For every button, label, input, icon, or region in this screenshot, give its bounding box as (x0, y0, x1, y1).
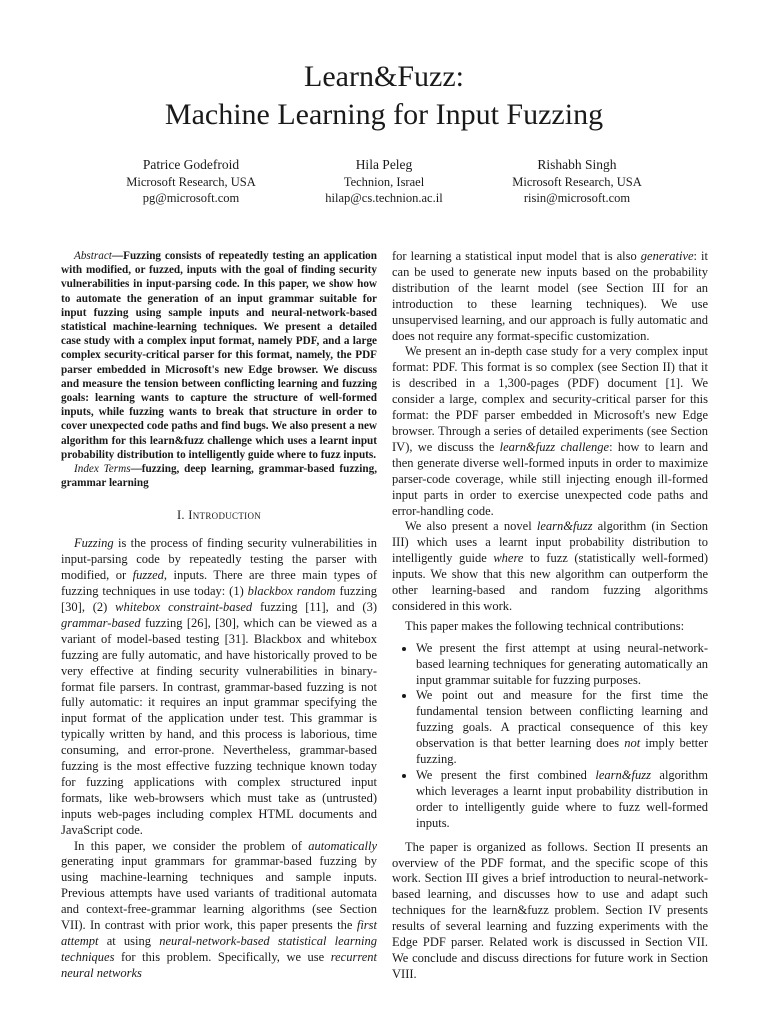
paragraph (61, 536, 377, 838)
paragraph (392, 519, 708, 614)
section-number: I. (176, 508, 185, 523)
abstract-text: —Fuzzing consists of repeatedly testing an application with modified, or fuzzed, inputs with the goal of finding security vulnerabilities in input-parsing code. In this paper, we show how to automate the generation of an input grammar suitable for input fuzzing using sample inputs and neural-network-based statistical machine-learning techniques. We present a detailed case study with a complex input format, namely PDF, and a large complex security-critical parser for this format, namely, the PDF parser embedded in Microsoft's new Edge browser. We discuss and measure the tension between conflicting learning and fuzzing goals: learning wants to capture the structure of well-formed inputs, while fuzzing wants to break that structure in order to cover unexpected code paths and find bugs. We also present a new algorithm for this learn&fuzz challenge which uses a learnt input probability distribution to intelligently guide where to fuzz inputs. (61, 250, 377, 461)
list-item (416, 641, 708, 689)
index-terms-text: —fuzzing, deep learning, grammar-based fuzzing, grammar learning (61, 463, 377, 490)
title-line-2: Machine Learning for Input Fuzzing (164, 98, 604, 131)
title-line-1: Learn&Fuzz: (304, 60, 464, 93)
emphasis: neural-network-based statistical learning techniques (61, 934, 377, 964)
text-run: , inputs. There are three main types of fuzzing techniques in use today: (1) (61, 568, 378, 599)
emphasis: fuzzed (132, 568, 164, 583)
emphasis: grammar-based (61, 615, 141, 630)
emphasis: first attempt (61, 918, 377, 949)
section-heading (61, 508, 377, 524)
author-3 (457, 156, 697, 206)
list-item (416, 768, 708, 832)
emphasis: blackbox random (247, 584, 336, 599)
paragraph (392, 344, 708, 519)
text-run: algorithm (in Section III) which uses a learnt input probability distribution to intelligently guide (392, 519, 708, 566)
author-email: pg@microsoft.com (142, 191, 240, 205)
emphasis: where (493, 551, 524, 566)
emphasis: generative (640, 249, 694, 263)
abstract (61, 249, 377, 462)
emphasis: recurrent neural networks (61, 949, 377, 980)
text-run: algorithm which leverages a learnt input probability distribution in order to intelligently guide where to fuzz well-formed inputs. (416, 768, 709, 830)
author-affiliation: Technion, Israel (343, 175, 425, 189)
text-run: : it can be used to generate new inputs based on the probability distribution of the learnt model (see Section III for an introduction to these learning techniques). We use unsupervised learning, and our approach is fully automatic and does not require any format-specific customization. (392, 249, 709, 343)
author-name: Patrice Godefroid (142, 157, 240, 172)
text-run: In this paper, we consider the problem of (74, 838, 309, 853)
right-column (392, 249, 708, 983)
text-run: We present the first attempt at using neural-network-based learning techniques for generating automatically an input grammar suitable for fuzzing purposes. (416, 640, 708, 687)
paper-title (0, 58, 768, 134)
text-run: We point out and measure for the first time the fundamental tension between conflicting learning and fuzzing goals. A practical consequence of this key observation is that better learning does (416, 688, 708, 751)
emphasis: Fuzzing (74, 536, 114, 551)
index-terms (61, 462, 377, 490)
emphasis: learn&fuzz (536, 519, 593, 534)
text-run: for this problem. Specifically, we use (114, 949, 331, 964)
text-run: We present the first combined (416, 768, 596, 782)
text-run: fuzzing [26], [30], which can be viewed as a variant of model-based testing [31]. Blackbox and whitebox fuzzing are fully automatic, and have historically proved to be very effective at finding security vulnerabilities in binary-format file parsers. In contrast, grammar-based fuzzing is not fully automatic: it requires an input grammar specifying the input format of the application under test. This grammar is typically written by hand, and this process is laborious, time consuming, and error-prone. Nevertheless, grammar-based fuzzing is the most effective fuzzing technique known today for fuzzing applications with complex structured input formats, like web-browsers which must take as (untrusted) inputs web-pages including complex HTML documents and JavaScript code. (61, 615, 377, 837)
author-name: Rishabh Singh (537, 157, 617, 172)
paragraph: The paper is organized as follows. Section II presents an overview of the PDF format, and the specific scope of this work. Section III gives a brief introduction to neural-network-based learning, and discusses how to use and adapt such techniques for the learn&fuzz problem. Section IV presents results of several learning and fuzzing experiments with the Edge PDF parser. Related work is discussed in Section VII. We conclude and discuss directions for future work in Section VIII. (392, 839, 708, 981)
emphasis: not (624, 736, 641, 751)
emphasis: learn&fuzz challenge (499, 439, 610, 454)
paragraph: This paper makes the following technical contributions: (405, 618, 685, 633)
text-run: to fuzz (statistically well-formed) inputs. We show that this new algorithm can outperform the other learning-based and random fuzzing algorithms considered in this work. (392, 551, 708, 613)
left-column (61, 249, 377, 982)
author-affiliation: Microsoft Research, USA (126, 175, 256, 189)
author-affiliation: Microsoft Research, USA (512, 175, 642, 189)
author-email: hilap@cs.technion.ac.il (325, 191, 443, 205)
emphasis: whitebox constraint-based (115, 599, 253, 614)
section-title: Introduction (188, 508, 262, 523)
text-run: We present an in-depth case study for a very complex input format: PDF. This format is so complex (see Section II) that it is described in a 1,300-pages (PDF) document [1]. We consider a large, complex and security-critical parser for this format: the PDF parser embedded in Microsoft's new Edge browser. Through a series of detailed experiments (see Section IV), we discuss the (392, 344, 708, 454)
text-run: at using (98, 934, 160, 949)
contributions-list (392, 641, 708, 832)
text-run: imply better fuzzing. (416, 736, 708, 767)
text-run: generating input grammars for grammar-based fuzzing by using machine-learning techniques and sample inputs. Previous attempts have used variants of traditional automata and context-free-grammar learning algorithms (see Section VII). In contrast with prior work, this paper presents the (61, 854, 377, 933)
text-run: is the process of finding security vulnerabilities in input-parsing code by repeatedly testing the parser with modified, or (61, 536, 377, 583)
abstract-lead: Abstract (74, 250, 112, 262)
paragraph (61, 839, 377, 982)
author-name: Hila Peleg (355, 157, 413, 172)
text-run: fuzzing [30], (2) (61, 584, 377, 614)
text-run: We also present a novel (405, 519, 537, 534)
emphasis: automatically (308, 838, 377, 853)
text-run: fuzzing [11], and (3) (252, 599, 377, 614)
author-email: risin@microsoft.com (523, 191, 631, 205)
paragraph (392, 249, 708, 344)
list-item (416, 688, 708, 768)
text-run: : how to learn and then generate diverse well-formed inputs in order to maximize parser-code coverage, while still injecting enough ill-formed input parts in order to exercise unexpected code paths and error-handling code. (392, 439, 708, 518)
text-run: for learning a statistical input model that is also (392, 249, 641, 263)
index-terms-lead: Index Terms (74, 463, 131, 476)
emphasis: learn&fuzz (595, 768, 651, 782)
